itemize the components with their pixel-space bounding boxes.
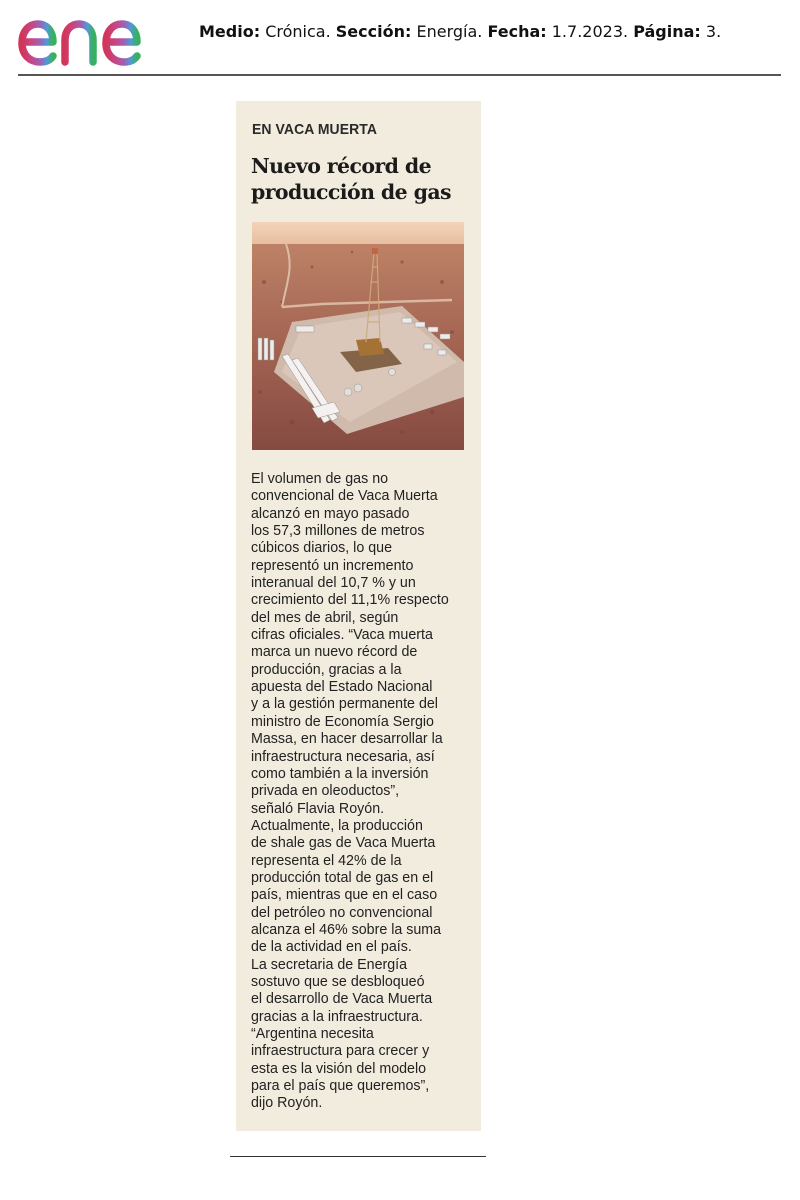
- article-body-line: dijo Royón.: [251, 1094, 323, 1112]
- article-body-line: representa el 42% de la: [251, 851, 402, 869]
- article-body-line: gracias a la infraestructura.: [251, 1007, 423, 1025]
- article-body-line: cúbicos diarios, lo que: [251, 539, 393, 557]
- article-headline: [251, 153, 481, 205]
- drilling-site-photo: [252, 222, 464, 450]
- headline-line-1: Nuevo récord de: [251, 154, 432, 178]
- article-body-line: Actualmente, la producción: [251, 816, 423, 834]
- article-body-line: ministro de Economía Sergio: [251, 712, 434, 730]
- medio-value: Crónica.: [265, 22, 331, 41]
- article-body-line: los 57,3 millones de metros: [251, 522, 425, 540]
- article-body-line: apuesta del Estado Nacional: [251, 678, 433, 696]
- article-body-line: privada en oleoductos”,: [251, 782, 400, 800]
- article-body-line: “Argentina necesita: [251, 1025, 374, 1042]
- article-body-line: infraestructura necesaria, así: [251, 747, 435, 765]
- article-body-line: representó un incremento: [251, 556, 414, 574]
- medio-label: Medio:: [199, 22, 261, 41]
- article-body-line: marca un nuevo récord de: [251, 643, 418, 661]
- article-body-line: alcanza el 46% sobre la suma: [251, 920, 442, 938]
- pagina-value: 3.: [705, 22, 722, 41]
- header-divider: [18, 74, 781, 76]
- article-body-line: el desarrollo de Vaca Muerta: [251, 990, 433, 1008]
- article-body-line: como también a la inversión: [251, 764, 429, 782]
- article-body-line: para el país que queremos”,: [251, 1077, 430, 1095]
- article-body: [251, 470, 468, 1112]
- article-body-line: alcanzó en mayo pasado: [251, 504, 410, 522]
- article-body-line: La secretaria de Energía: [251, 955, 408, 973]
- article-body-line: Massa, en hacer desarrollar la: [251, 730, 443, 748]
- article-body-line: producción total de gas en el: [251, 868, 434, 886]
- article-body-line: esta es la visión del modelo: [251, 1059, 427, 1077]
- article-body-line: convencional de Vaca Muerta: [251, 487, 438, 505]
- article-body-line: interanual del 10,7 % y un: [251, 574, 416, 592]
- pagina-label: Página:: [633, 22, 701, 41]
- article-kicker: EN VACA MUERTA: [252, 121, 378, 138]
- article-body-line: del mes de abril, según: [251, 608, 399, 626]
- article-body-line: país, mientras que en el caso: [251, 886, 438, 904]
- fecha-label: Fecha:: [487, 22, 547, 41]
- article-body-line: crecimiento del 11,1% respecto: [251, 591, 449, 609]
- article-body-line: del petróleo no convencional: [251, 903, 433, 921]
- article-body-line: y a la gestión permanente del: [251, 695, 438, 713]
- article-body-line: cifras oficiales. “Vaca muerta: [251, 626, 433, 644]
- clipping-metadata: [199, 22, 721, 41]
- article-body-line: producción, gracias a la: [251, 660, 402, 678]
- article-clipping: [236, 101, 481, 1131]
- article-body-line: infraestructura para crecer y: [251, 1042, 430, 1060]
- headline-line-2: producción de gas: [251, 180, 451, 204]
- article-body-line: de la actividad en el país.: [251, 938, 412, 956]
- seccion-value: Energía.: [416, 22, 483, 41]
- article-body-line: sostuvo que se desbloqueó: [251, 972, 425, 990]
- article-body-line: señaló Flavia Royón.: [251, 799, 385, 817]
- seccion-label: Sección:: [335, 22, 412, 41]
- article-body-line: de shale gas de Vaca Muerta: [251, 834, 436, 852]
- fecha-value: 1.7.2023.: [551, 22, 629, 41]
- enel-logo: [16, 4, 182, 70]
- article-body-line: El volumen de gas no: [251, 470, 389, 487]
- bottom-divider: [230, 1156, 486, 1157]
